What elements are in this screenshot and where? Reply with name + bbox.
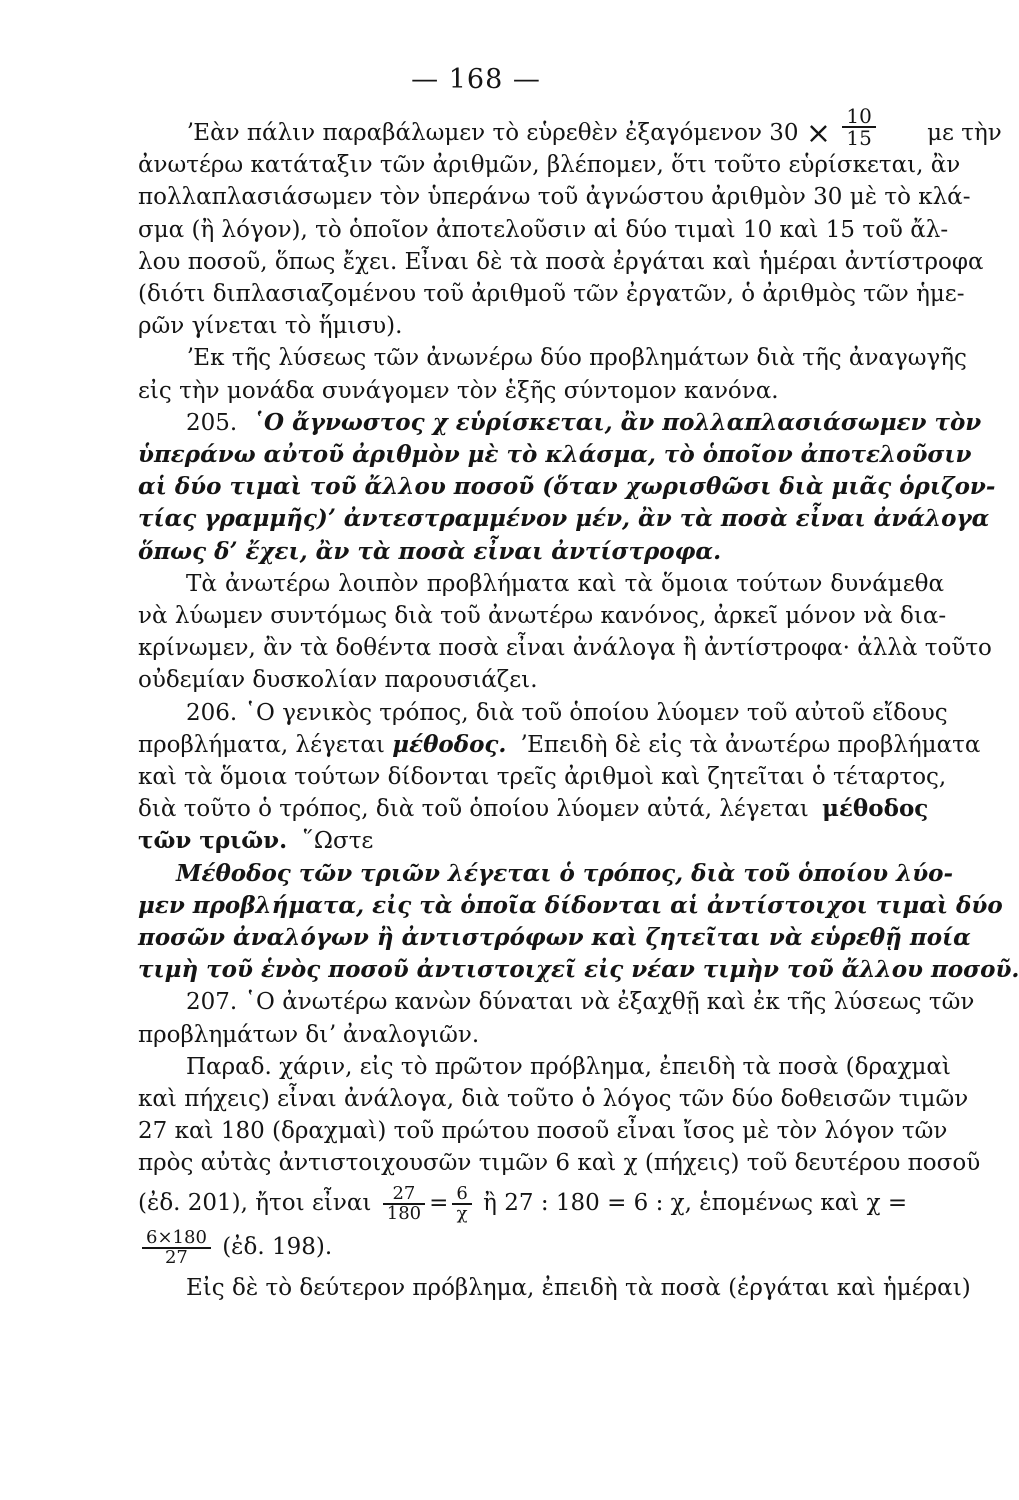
fraction-numerator: 6 — [452, 1185, 471, 1205]
text-line: λου ποσοῦ, ὅπως ἔχει. Εἶναι δὲ τὰ ποσὰ ἐργάται καὶ ἡμέραι ἀντίστροφα — [138, 248, 984, 275]
text-line: 27 καὶ 180 (δραχμαὶ) τοῦ πρώτου ποσοῦ εἶναι ἴσος μὲ τὸν λόγον τῶν — [138, 1118, 948, 1145]
text-span: ʼΕπειδὴ δὲ εἰς τὰ ἀνωτέρω προβλήματα — [519, 731, 981, 758]
text-line: (διότι διπλασιαζομένου τοῦ ἀριθμοῦ τῶν ἐργατῶν, ὁ ἀριθμὸς τῶν ἡμε- — [138, 281, 965, 307]
text-line: νὰ λύωμεν συντόμως διὰ τοῦ ἀνωτέρω κανόνος, ἀρκεῖ μόνον νὰ δια- — [138, 603, 947, 629]
text-line: ἀνωτέρω κατάταξιν τῶν ἀριθμῶν, βλέπομεν, ὅτι τοῦτο εὑρίσκεται, ἂν — [138, 152, 961, 179]
rule-line: ὑπεράνω αὐτοῦ ἀριθμὸν μὲ τὸ κλάσμα, τὸ ὁποῖον ἀποτελοῦσιν — [138, 441, 972, 468]
fraction-numerator: 10 — [842, 106, 875, 128]
text-span: ῞Ωστε — [302, 828, 374, 855]
text-line: 207. ῾Ο ἀνωτέρω κανὼν δύναται νὰ ἐξαχθῇ καὶ ἐκ τῆς λύσεως τῶν — [186, 989, 975, 1016]
term-text: μέθοδος. — [392, 730, 507, 758]
text-line: πρὸς αὐτὰς ἀντιστοιχουσῶν τιμῶν 6 καὶ χ (πήχεις) τοῦ δευτέρου ποσοῦ — [138, 1150, 981, 1177]
term-text: μέθοδος — [822, 795, 929, 823]
definition-line: τιμὴ τοῦ ἑνὸς ποσοῦ ἀντιστοιχεῖ εἰς νέαν τιμὴν τοῦ ἄλλου ποσοῦ. — [138, 956, 1019, 984]
text-line: 206. ῾Ο γενικὸς τρόπος, διὰ τοῦ ὁποίου λύομεν τοῦ αὐτοῦ εἴδους — [186, 699, 948, 726]
text-span: προβλήματα, λέγεται — [138, 731, 385, 758]
text-line: σμα (ἢ λόγον), τὸ ὁποῖον ἀποτελοῦσιν αἱ δύο τιμαὶ 10 καὶ 15 τοῦ ἄλ- — [138, 216, 949, 243]
text-line: ρῶν γίνεται τὸ ἥμισυ). — [138, 313, 403, 340]
fraction — [842, 106, 875, 148]
rule-text: ῾Ο ἄγνωστος χ εὑρίσκεται, ἂν πολλαπλασιάσωμεν τὸν — [252, 408, 982, 436]
text-line — [138, 730, 981, 760]
text-line — [186, 408, 982, 438]
fraction — [452, 1182, 471, 1224]
page-number: — 168 — — [411, 64, 541, 95]
fraction-denominator: 27 — [164, 1246, 188, 1268]
text-line: ʼΕκ τῆς λύσεως τῶν ἀνωνέρω δύο προβλημάτων διὰ τῆς ἀναγωγῆς — [186, 345, 967, 372]
text-line: κρίνωμεν, ἂν τὰ δοθέντα ποσὰ εἶναι ἀνάλογα ἢ ἀντίστροφα· ἀλλὰ τοῦτο — [138, 635, 992, 662]
rule-line: αἱ δύο τιμαὶ τοῦ ἄλλου ποσοῦ (ὅταν χωρισθῶσι διὰ μιᾶς ὁριζον- — [138, 473, 996, 501]
definition-line: μεν προβλήματα, εἰς τὰ ὁποῖα δίδονται αἱ ἀντίστοιχοι τιμαὶ δύο — [138, 891, 1003, 919]
text-span: (ἐδ. 198). — [214, 1233, 333, 1260]
text-line: Τὰ ἀνωτέρω λοιπὸν προβλήματα καὶ τὰ ὅμοια τούτων δυνάμεθα — [186, 570, 944, 597]
text-line: καὶ πήχεις) εἶναι ἀνάλογα, διὰ τοῦτο ὁ λόγος τῶν δύο δοθεισῶν τιμῶν — [138, 1086, 969, 1112]
definition-line: ποσῶν ἀναλόγων ἢ ἀντιστρόφων καὶ ζητεῖται νὰ εὑρεθῇ ποία — [138, 924, 971, 951]
text-line: πολλαπλασιάσωμεν τὸν ὑπεράνω τοῦ ἀγνώστου ἀριθμὸν 30 μὲ τὸ κλά- — [138, 184, 971, 211]
fraction-denominator: χ — [456, 1202, 468, 1224]
fraction — [142, 1226, 211, 1268]
term-text: τῶν τριῶν. — [138, 827, 288, 855]
text-line — [138, 1226, 944, 1268]
text-line — [138, 1182, 944, 1224]
text-line: Παραδ. χάριν, εἰς τὸ πρῶτον πρόβλημα, ἐπειδὴ τὰ ποσὰ (δραχμαὶ — [186, 1053, 951, 1080]
text-line: προβλημάτων διʼ ἀναλογιῶν. — [138, 1021, 480, 1048]
fraction — [383, 1182, 425, 1224]
text-line — [138, 794, 944, 824]
text-span: ἢ 27 : 180 = 6 : χ, ἑπομένως καὶ χ = — [475, 1189, 908, 1216]
text-span: με τὴν — [927, 120, 1002, 146]
fraction-numerator: 6×180 — [142, 1229, 211, 1249]
text-line: εἰς τὴν μονάδα συνάγομεν τὸν ἑξῆς σύντομον κανόνα. — [138, 377, 779, 404]
multiply-sign: × — [805, 116, 832, 151]
fraction-numerator: 27 — [383, 1185, 425, 1205]
text-span: ʼΕὰν πάλιν παραβάλωμεν τὸ εὑρεθὲν ἐξαγόμενον 30 — [186, 120, 799, 146]
text-span: διὰ τοῦτο ὁ τρόπος, διὰ τοῦ ὁποίου λύομεν αὐτά, λέγεται — [138, 796, 809, 823]
fraction-denominator: 180 — [386, 1202, 422, 1224]
text-line — [138, 826, 944, 856]
text-line: οὐδεμίαν δυσκολίαν παρουσιάζει. — [138, 667, 538, 694]
rule-line: ὅπως δʼ ἔχει, ἂν τὰ ποσὰ εἶναι ἀντίστροφα. — [138, 537, 722, 565]
rule-line: τίας γραμμῆς)ʼ ἀντεστραμμένον μέν, ἂν τὰ ποσὰ εἶναι ἀνάλογα — [138, 505, 990, 533]
fraction-denominator: 15 — [846, 126, 872, 150]
text-span: (ἐδ. 201), ἤτοι εἶναι — [138, 1189, 379, 1216]
text-line: καὶ τὰ ὅμοια τούτων δίδονται τρεῖς ἀριθμοὶ καὶ ζητεῖται ὁ τέταρτος, — [138, 764, 947, 790]
text-line: Εἰς δὲ τὸ δεύτερον πρόβλημα, ἐπειδὴ τὰ ποσὰ (ἐργάται καὶ ἡμέραι) — [186, 1274, 971, 1301]
equals-sign: = — [429, 1189, 449, 1216]
section-number: 205. — [186, 409, 238, 436]
text-line — [186, 104, 1002, 151]
definition-line: Μέθοδος τῶν τριῶν λέγεται ὁ τρόπος, διὰ τοῦ ὁποίου λύο- — [176, 859, 954, 887]
